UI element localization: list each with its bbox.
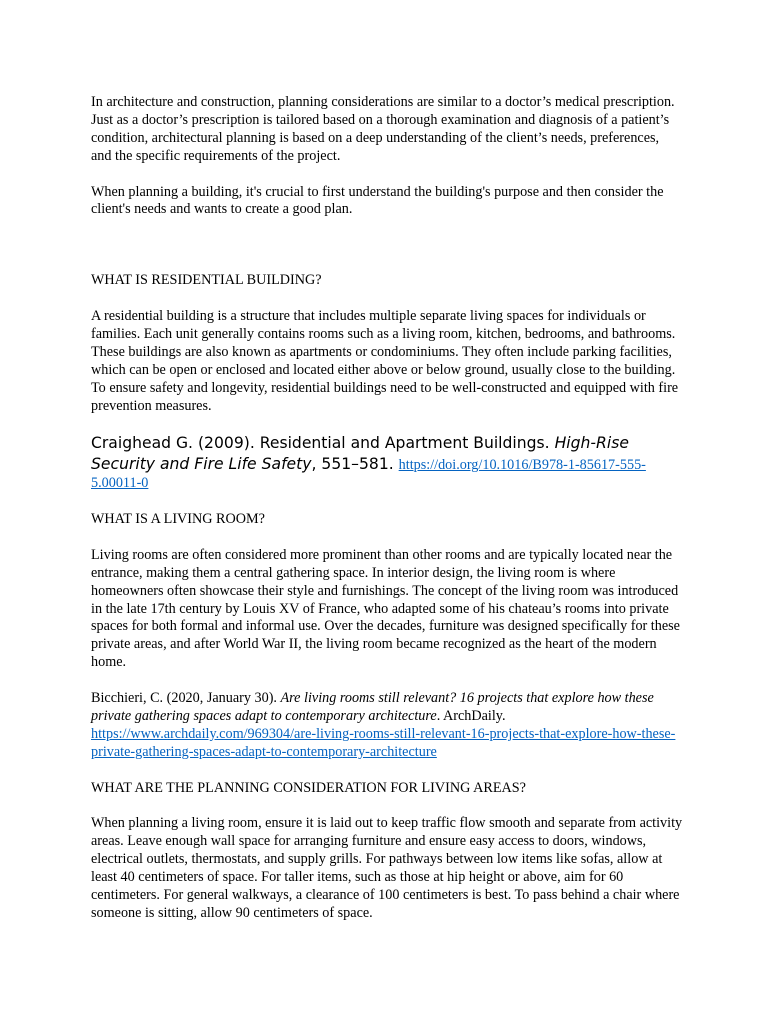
citation-residential-title: High-Rise Security and Fire Life Safety xyxy=(91,434,629,474)
archdaily-link[interactable]: https://www.archdaily.com/969304/are-living-rooms-still-relevant-16-projects-that-explore-how-these-private-gathering-spaces-adapt-to-contemporary-architecture xyxy=(91,725,676,760)
citation-residential xyxy=(91,433,683,493)
citation-living-room-lead: Bicchieri, C. (2020, January 30). xyxy=(91,690,281,707)
doi-link[interactable]: https://doi.org/10.1016/B978-1-85617-555-5.00011-0 xyxy=(91,457,646,492)
heading-living-room: WHAT IS A LIVING ROOM? xyxy=(91,511,265,528)
heading-residential: WHAT IS RESIDENTIAL BUILDING? xyxy=(91,272,322,289)
citation-residential-pages: , 551–581. xyxy=(311,455,399,474)
citation-residential-lead: Craighead G. (2009). Residential and Apartment Buildings. xyxy=(91,434,555,453)
paragraph-living-room: Living rooms are often considered more prominent than other rooms and are typically located near the entrance, making them a central gathering space. In interior design, the living room is where homeowners often showcase their style and furnishings. The concept of the living room was introduced in the late 17th century by Louis XV of France, who adapted some of his chateau’s rooms into private spaces for both formal and informal use. Over the decades, furniture was designed specifically for these private areas, and after World War II, the living room became recognized as the heart of the modern home. xyxy=(91,546,680,671)
paragraph-residential: A residential building is a structure that includes multiple separate living spaces for individuals or families. Each unit generally contains rooms such as a living room, kitchen, bedrooms, and bathrooms. These buildings are also known as apartments or condominiums. They often include parking facilities, which can be open or enclosed and located either above or below ground, usually close to the building. To ensure safety and longevity, residential buildings need to be well-constructed and equipped with fire prevention measures. xyxy=(91,308,679,414)
document-body xyxy=(91,94,683,923)
intro-paragraph-2: When planning a building, it's crucial to first understand the building's purpose and then consider the client's needs and wants to create a good plan. xyxy=(91,183,664,218)
intro-paragraph-1: In architecture and construction, planning considerations are similar to a doctor’s medical prescription. Just as a doctor’s prescription is tailored based on a thorough examination and diagnosis of a patient’s condition, architectural planning is based on a deep understanding of the client’s needs, preferences, and the specific requirements of the project. xyxy=(91,94,675,164)
citation-living-room-title: Are living rooms still relevant? 16 projects that explore how these private gathering spaces adapt to contemporary architecture xyxy=(91,690,654,724)
heading-living-areas: WHAT ARE THE PLANNING CONSIDERATION FOR LIVING AREAS? xyxy=(91,779,526,796)
citation-living-room xyxy=(91,690,683,762)
paragraph-living-areas: When planning a living room, ensure it is laid out to keep traffic flow smooth and separate from activity areas. Leave enough wall space for arranging furniture and ensure easy access to doors, windows, electrical outlets, thermostats, and supply grills. For pathways between low items like sofas, allow at least 40 centimeters of space. For taller items, such as those at hip height or above, aim for 60 centimeters. For general walkways, a clearance of 100 centimeters is best. To pass behind a chair where someone is sitting, allow 90 centimeters of space. xyxy=(91,815,683,921)
citation-living-room-source: . ArchDaily. xyxy=(436,708,506,724)
